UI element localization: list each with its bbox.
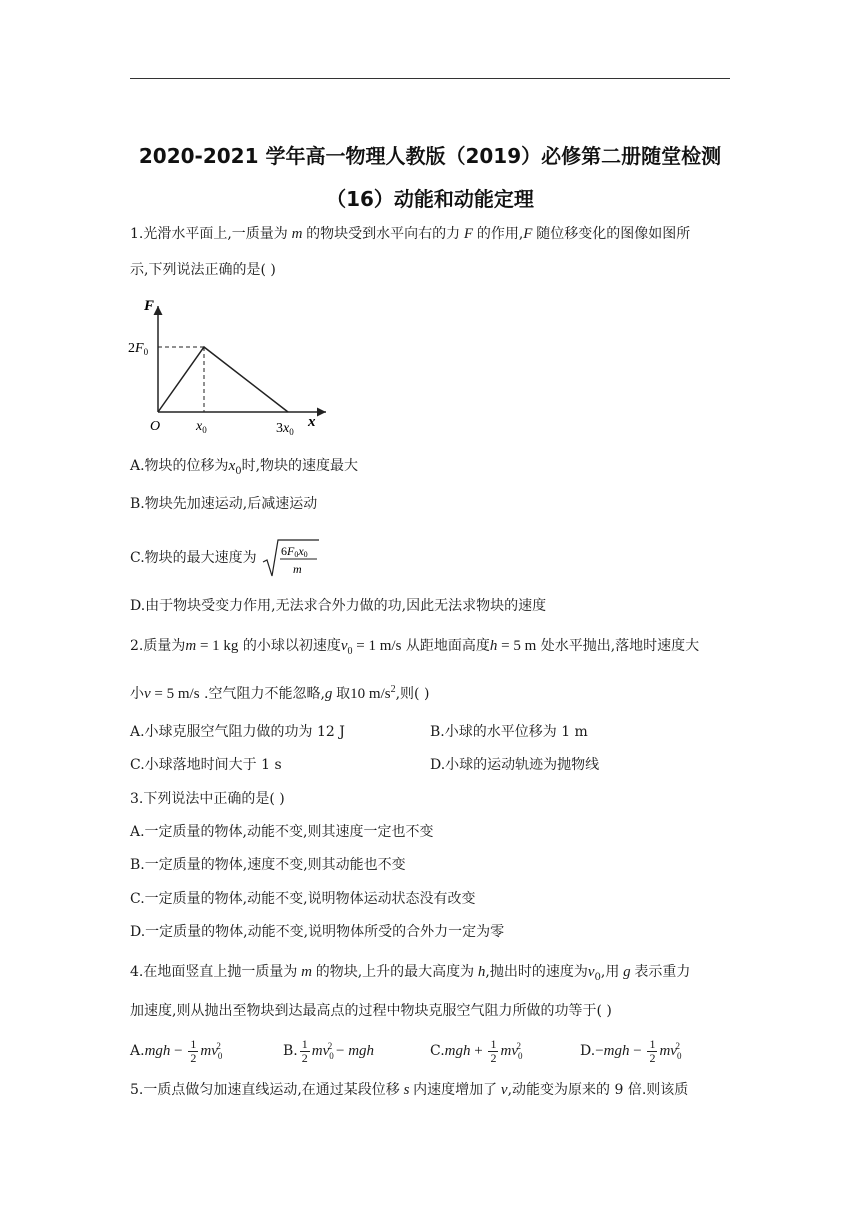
origin-label: O xyxy=(150,419,161,434)
q1-option-d: D.由于物块受变力作用,无法求合外力做的功,因此无法求物块的速度 xyxy=(130,598,547,614)
q1-option-a: A.物块的位移为$x_0$时,物块的速度最大 xyxy=(130,458,359,477)
page-subtitle: （16）动能和动能定理 xyxy=(326,187,534,211)
q1-option-c: C.物块的最大速度为 6F0x0 m xyxy=(130,538,321,578)
q3-option-b: B.一定质量的物体,速度不变,则其动能也不变 xyxy=(130,857,406,873)
page-title: 2020-2021 学年高一物理人教版（2019）必修第二册随堂检测 xyxy=(138,144,722,168)
y-tick-label: $2F_0$ xyxy=(128,341,149,357)
q1-stem-line2: 示,下列说法正确的是( ) xyxy=(130,262,276,278)
q2-option-c: C.小球落地时间大于 1 s xyxy=(130,757,282,773)
q3-stem: 3.下列说法中正确的是( ) xyxy=(130,791,285,807)
q1-force-displacement-graph xyxy=(128,290,338,438)
q3-option-a: A.一定质量的物体,动能不变,则其速度一定也不变 xyxy=(130,824,434,840)
x-axis-label: x xyxy=(308,414,316,430)
svg-text:6F0x0: 6F0x0 xyxy=(281,544,308,559)
q4-option-a: A.mgh − $\frac{1}{2}$ $mv_0^2$ xyxy=(130,1036,223,1065)
q1-stem-line1: 1.光滑水平面上,一质量为 m 的物块受到水平向右的力 F 的作用,F 随位移变化的图像如图所 xyxy=(130,226,691,242)
q1-option-b: B.物块先加速运动,后减速运动 xyxy=(130,496,318,512)
q4-option-b: B. $\frac{1}{2}$ $mv_0^2$ − mgh xyxy=(283,1036,375,1065)
q5-stem-line1: 5.一质点做匀加速直线运动,在通过某段位移 s 内速度增加了 v,动能变为原来的 9 倍.则该质 xyxy=(130,1082,689,1098)
q4-stem-line1: 4.在地面竖直上抛一质量为 m 的物块,上升的最大高度为 h,抛出时的速度为$v_0$,用 g 表示重力 xyxy=(130,964,691,983)
x-tick-label-2: $3x_0$ xyxy=(276,421,294,437)
q3-option-d: D.一定质量的物体,动能不变,说明物体所受的合外力一定为零 xyxy=(130,924,505,940)
svg-text:m: m xyxy=(293,562,302,576)
x-tick-label-1: $x_0$ xyxy=(196,419,207,435)
q2-stem-line2: 小v = 5 m/s .空气阻力不能忽略,g 取10 $m/s^2$,则( ) xyxy=(130,684,430,702)
q2-stem-line1: 2.质量为m = 1 kg 的小球以初速度$v_0 = 1$ m/s 从距地面高度h = 5 m 处水平抛出,落地时速度大 xyxy=(130,638,700,657)
q2-option-d: D.小球的运动轨迹为抛物线 xyxy=(430,757,600,773)
q3-option-c: C.一定质量的物体,动能不变,说明物体运动状态没有改变 xyxy=(130,891,476,907)
sqrt-expression xyxy=(261,538,321,578)
q2-option-a: A.小球克服空气阻力做的功为 12 J xyxy=(130,724,345,740)
q4-option-d: D.−mgh − $\frac{1}{2}$ $mv_0^2$ xyxy=(580,1036,682,1065)
header-rule xyxy=(130,78,730,79)
q4-stem-line2: 加速度,则从抛出至物块到达最高点的过程中物块克服空气阻力所做的功等于( ) xyxy=(130,1003,612,1019)
force-curve xyxy=(158,347,288,412)
y-axis-label: F xyxy=(144,298,155,314)
q2-option-b: B.小球的水平位移为 1 m xyxy=(430,724,588,740)
q4-option-c: C.mgh + $\frac{1}{2}$ $mv_0^2$ xyxy=(430,1036,523,1065)
